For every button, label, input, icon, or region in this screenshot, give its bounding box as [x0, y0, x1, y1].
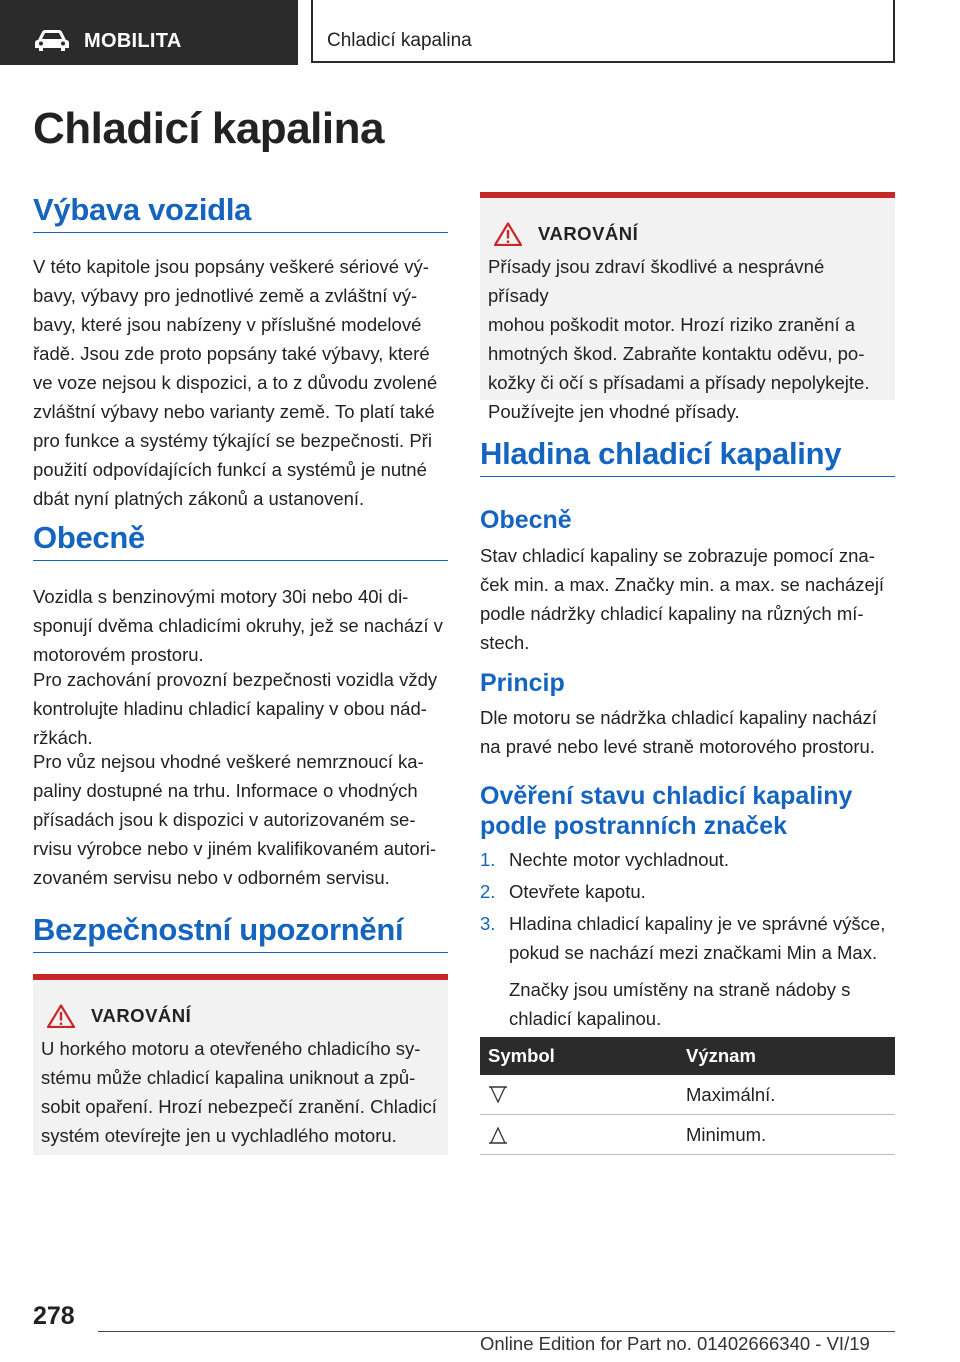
- subheading-overeni: Ověření stavu chladicí kapaliny podle postranních značek: [480, 782, 853, 840]
- warning-header: [488, 222, 887, 246]
- warning-triangle-icon: [494, 222, 522, 246]
- page-number: 278: [33, 1302, 75, 1330]
- warning-title: VAROVÁNÍ: [538, 223, 639, 244]
- chapter-name: Chladicí kapalina: [327, 30, 472, 51]
- warning-text: Přísady jsou zdraví škodlivé a nesprávné přísady mohou poškodit motor. Hrozí riziko zranění a hmotných škod. Zabraňte kontaktu oděvu, po- kožky či očí s přísadami a přísady nepolykejte. Používejte jen vhodné přísady.: [488, 256, 870, 422]
- car-icon: [34, 28, 70, 52]
- warning-box-hot-engine: [33, 974, 448, 1155]
- table-cell-symbol: [480, 1115, 678, 1155]
- min-mark-icon: [488, 1125, 508, 1145]
- table-header-symbol: Symbol: [480, 1037, 678, 1075]
- max-mark-icon: [488, 1085, 508, 1105]
- list-item: 3. Hladina chladicí kapaliny je ve správné výšce, pokud se nachází mezi značkami Min a Max.: [480, 913, 886, 963]
- warning-text: U horkého motoru a otevřeného chladicího sy- stému může chladicí kapalina uniknout a způ- sobit opaření. Hrozí nebezpečí zranění. Chladicí systém otevírejte jen u vychladlého motoru.: [41, 1038, 437, 1146]
- table-row: [480, 1075, 895, 1115]
- list-item: 1. Nechte motor vychladnout.: [480, 849, 730, 870]
- list-item: 2. Otevřete kapotu.: [480, 881, 646, 902]
- step-note: Značky jsou umístěny na straně nádoby s chladicí kapalinou.: [509, 979, 851, 1029]
- warning-header: [41, 1004, 440, 1028]
- table-row: [480, 1115, 895, 1155]
- header-chapter-box: [311, 0, 895, 63]
- paragraph-obecne-1: Vozidla s benzinovými motory 30i nebo 40i di- sponují dvěma chladicími okruhy, jež se nachází v motorovém prostoru.: [33, 586, 443, 665]
- warning-box-additives: [480, 192, 895, 422]
- heading-bezpecnost: Bezpečnostní upozornění: [33, 912, 448, 953]
- paragraph-princip: Dle motoru se nádržka chladicí kapaliny nachází na pravé nebo levé straně motorového prostoru.: [480, 707, 877, 757]
- table-cell-meaning: Minimum.: [678, 1115, 895, 1155]
- subheading-obecne: Obecně: [480, 506, 572, 534]
- table-cell-meaning: Maximální.: [678, 1075, 895, 1115]
- table-header-meaning: Význam: [678, 1037, 895, 1075]
- paragraph-obecne-right: Stav chladicí kapaliny se zobrazuje pomocí zna- ček min. a max. Značky min. a max. se nacházejí podle nádržky chladicí kapaliny na různých mí- stech.: [480, 545, 885, 653]
- symbol-table: [480, 1037, 895, 1155]
- header-section-tab: [0, 0, 298, 65]
- section-name: MOBILITA: [84, 30, 182, 52]
- warning-triangle-icon: [47, 1004, 75, 1028]
- warning-title: VAROVÁNÍ: [91, 1005, 192, 1026]
- paragraph-vybava: V této kapitole jsou popsány veškeré sériové vý- bavy, výbavy pro jednotlivé země a zvláštní vý- bavy, které jsou nabízeny v příslušné modelové řadě. Jsou zde proto popsány také výbavy, které ve voze nejsou k dispozici, a to z důvodu zvolené zvláštní výbavy nebo varianty země. To platí také pro funkce a systémy týkající se bezpečnosti. Při použití odpovídajících funkcí a systémů je nutné dbát nyní platných zákonů a ustanovení.: [33, 256, 438, 509]
- heading-vybava: Výbava vozidla: [33, 192, 448, 233]
- footer-divider: [98, 1331, 895, 1332]
- subheading-princip: Princip: [480, 669, 565, 697]
- heading-hladina: Hladina chladicí kapaliny: [480, 436, 895, 477]
- page-title: Chladicí kapalina: [33, 104, 384, 153]
- heading-obecne: Obecně: [33, 520, 448, 561]
- paragraph-obecne-2: Pro zachování provozní bezpečnosti vozidla vždy kontrolujte hladinu chladicí kapaliny v obou nád- ržkách.: [33, 669, 438, 748]
- table-header-row: [480, 1037, 895, 1075]
- steps-list: [480, 845, 895, 1033]
- table-cell-symbol: [480, 1075, 678, 1115]
- footer-edition: Online Edition for Part no. 01402666340 - VI/19: [480, 1333, 870, 1354]
- paragraph-obecne-3: Pro vůz nejsou vhodné veškeré nemrznoucí ka- paliny dostupné na trhu. Informace o vhodných přísadách jsou k dispozici v autorizovaném se- rvisu výrobce nebo v jiném kvalifikovaném autori- zovaném servisu nebo v odborném servisu.: [33, 751, 437, 888]
